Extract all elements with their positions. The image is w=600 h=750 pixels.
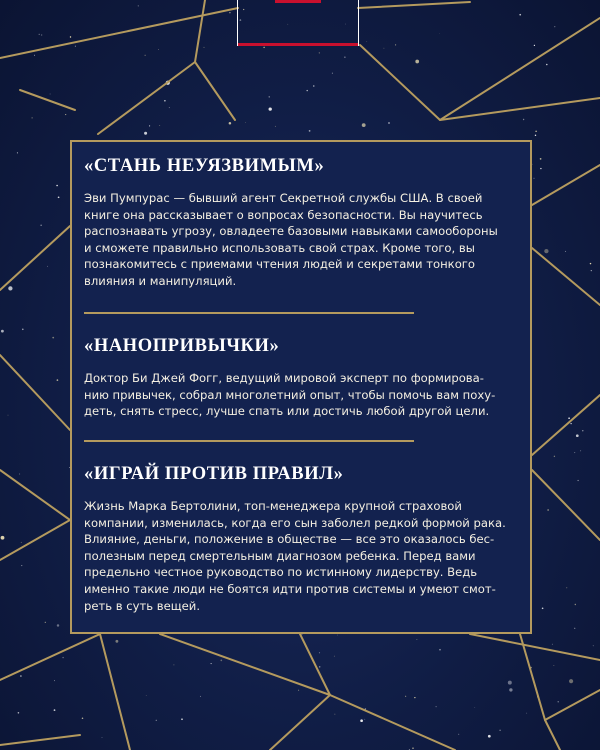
- star: [159, 125, 160, 126]
- star: [554, 456, 555, 457]
- star: [245, 122, 246, 123]
- star: [319, 52, 320, 53]
- section-divider: [84, 440, 414, 442]
- section-body: Доктор Би Джей Фогг, ведущий мировой эксперт по формирова- нию привычек, собрал многолетний опыт, чтобы помочь вам поху- деть, снять стресс, лучше спать или достичь любой другой цели.: [84, 371, 496, 419]
- star: [52, 337, 54, 339]
- star: [149, 125, 150, 126]
- section-title: «СТАНЬ НЕУЯЗВИМЫМ»: [84, 156, 325, 176]
- star: [204, 47, 205, 48]
- star: [17, 152, 18, 153]
- star: [306, 90, 307, 91]
- top-red-block: [275, 0, 321, 3]
- star: [509, 688, 512, 691]
- star: [50, 94, 51, 95]
- star: [593, 645, 594, 646]
- star: [344, 57, 345, 58]
- star: [540, 168, 541, 169]
- star: [75, 46, 76, 47]
- star: [415, 60, 419, 64]
- star: [22, 329, 24, 331]
- star: [41, 225, 42, 226]
- star: [102, 737, 103, 738]
- star: [544, 249, 548, 253]
- star: [439, 33, 440, 34]
- top-red-line: [238, 43, 358, 46]
- section-stan-neuyazvimym: [84, 156, 516, 290]
- star: [65, 114, 66, 115]
- star: [436, 706, 437, 707]
- star: [115, 640, 118, 643]
- star: [554, 665, 555, 666]
- star: [566, 587, 567, 588]
- star: [488, 735, 491, 738]
- star: [45, 622, 46, 623]
- star: [8, 286, 12, 290]
- star: [138, 5, 139, 6]
- star: [54, 709, 56, 711]
- star: [1, 330, 4, 333]
- section-title: «ИГРАЙ ПРОТИВ ПРАВИЛ»: [84, 464, 344, 484]
- star: [20, 675, 22, 677]
- star: [144, 132, 147, 135]
- star: [313, 85, 314, 86]
- star: [590, 263, 591, 264]
- star: [546, 64, 548, 66]
- star: [164, 100, 166, 102]
- star: [229, 12, 231, 14]
- star: [229, 122, 232, 125]
- star: [534, 45, 535, 46]
- star: [591, 270, 592, 271]
- star: [395, 44, 396, 45]
- star: [578, 480, 579, 481]
- star: [570, 423, 571, 424]
- star: [569, 679, 573, 683]
- star: [158, 49, 159, 50]
- star: [334, 656, 335, 657]
- star: [173, 664, 174, 665]
- star: [416, 639, 417, 640]
- star: [146, 695, 147, 696]
- star: [56, 185, 58, 187]
- star: [58, 196, 60, 198]
- top-logo-frame: [237, 0, 359, 46]
- star: [439, 649, 441, 651]
- star: [8, 415, 9, 416]
- star: [582, 430, 583, 431]
- star: [362, 123, 366, 127]
- star: [269, 96, 270, 97]
- star: [34, 55, 35, 56]
- star: [405, 696, 406, 697]
- star: [540, 158, 542, 160]
- star: [414, 697, 415, 698]
- star: [335, 714, 336, 715]
- star: [309, 130, 311, 132]
- star: [542, 607, 544, 609]
- star: [21, 542, 22, 543]
- star: [526, 713, 527, 714]
- section-divider: [84, 312, 414, 314]
- star: [388, 122, 390, 124]
- star: [337, 635, 338, 636]
- star: [54, 680, 55, 681]
- star: [576, 434, 579, 437]
- star: [574, 628, 575, 629]
- star: [181, 718, 183, 720]
- star: [19, 474, 20, 475]
- star: [211, 663, 212, 664]
- star: [145, 55, 146, 56]
- star: [412, 748, 413, 749]
- star: [41, 34, 42, 35]
- star: [200, 696, 201, 697]
- section-body: Жизнь Марка Бертолини, топ-менеджера крупной страховой компании, изменилась, когда его сын заболел редкой формой рака. Влияние, деньги, положение в обществе — все это оказалось бес- полезным перед смертельным диагнозом ребенка. Перед вами предельно честное руководство по истинному лидерству. Ведь именно такие люди не боятся идти против системы и умеют смот- реть в суть вещей.: [84, 499, 506, 613]
- star: [508, 681, 512, 685]
- star: [568, 417, 570, 419]
- star: [365, 719, 366, 720]
- star: [275, 126, 276, 127]
- section-igrai-protiv-pravil: [84, 464, 516, 614]
- section-title: «НАНОПРИВЫЧКИ»: [84, 336, 280, 356]
- star: [533, 178, 534, 179]
- star: [269, 107, 272, 110]
- content-panel: [70, 140, 532, 634]
- star: [39, 34, 40, 35]
- star: [552, 644, 553, 645]
- star: [298, 690, 299, 691]
- star: [535, 131, 536, 132]
- star: [57, 624, 59, 626]
- star: [263, 47, 265, 49]
- star: [360, 719, 363, 722]
- star: [554, 26, 555, 27]
- star: [383, 48, 384, 49]
- star: [319, 666, 320, 667]
- star: [169, 107, 170, 108]
- star: [558, 701, 559, 702]
- star: [62, 657, 63, 658]
- section-body: Эви Пумпурас — бывший агент Секретной службы США. В своей книге она рассказывает о вопросах безопасности. Вы научитесь распознавать угрозу, овладеете базовыми навыками самообороны и сможете правильно использовать свой страх. Кроме того, вы познакомитесь с приемами чтения людей и секретами тонкого влияния и манипуляций.: [84, 191, 498, 288]
- section-nanoprivychki: [84, 336, 516, 420]
- star: [519, 14, 521, 16]
- star: [367, 41, 368, 42]
- star: [565, 251, 566, 252]
- star: [70, 36, 71, 37]
- star: [47, 266, 48, 267]
- star: [156, 720, 157, 721]
- star: [18, 712, 20, 714]
- star: [499, 730, 500, 731]
- star: [574, 452, 575, 453]
- star: [580, 450, 581, 451]
- star: [575, 604, 576, 605]
- star: [220, 660, 222, 662]
- star: [535, 135, 536, 136]
- star: [1, 536, 5, 540]
- star: [82, 718, 84, 720]
- star: [332, 73, 333, 74]
- star: [547, 509, 548, 510]
- star: [475, 707, 476, 708]
- star: [21, 565, 22, 566]
- star: [57, 379, 59, 381]
- star: [319, 652, 320, 653]
- star: [458, 734, 459, 735]
- star: [523, 119, 524, 120]
- star: [31, 117, 32, 118]
